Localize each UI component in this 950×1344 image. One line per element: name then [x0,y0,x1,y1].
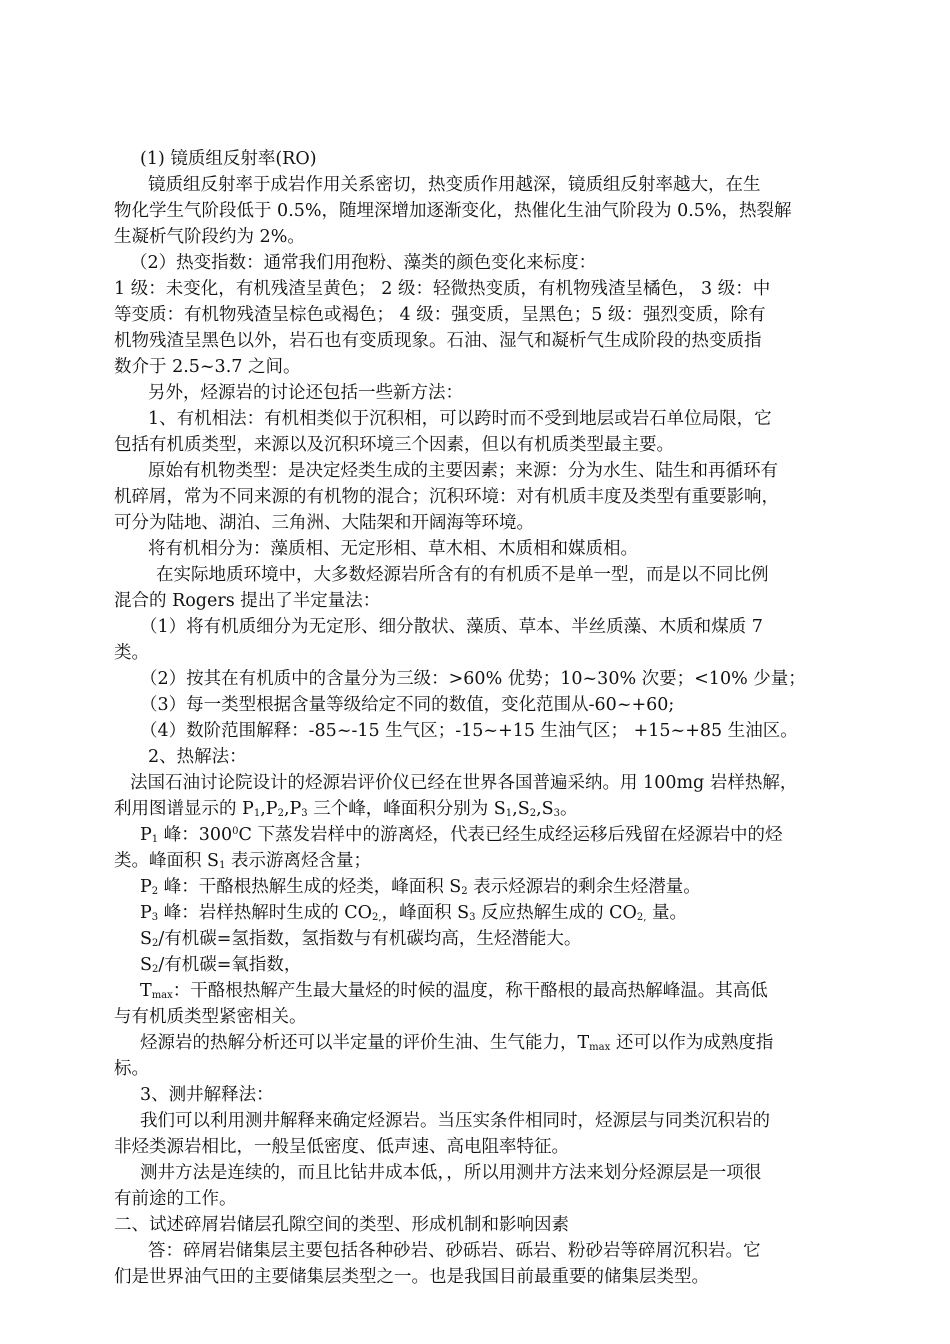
paragraph-line: 类。峰面积 $S_1$ 表示游离烃含量； [114,851,371,871]
paragraph-line: 物化学生气阶段低于 0.5%，随埋深增加逐渐变化，热催化生油气阶段为 0.5%，热裂解 [114,201,792,221]
paragraph-line: $T_{max}$：干酪根热解产生最大量烃的时候的温度，称干酪根的最高热解峰温。其高低 [140,981,768,1001]
paragraph-line: $S_2/$有机碳=氧指数， [140,955,302,975]
paragraph-line: 将有机相分为：藻质相、无定形相、草木相、木质相和媒质相。 [148,539,638,559]
paragraph-line: 测井方法是连续的，而且比钻井成本低，，所以用测井方法来划分烃源层是一项很 [140,1163,762,1183]
heading-pyrolysis: 2、热解法： [148,747,247,767]
paragraph-line: 包括有机质类型，来源以及沉积环境三个因素，但以有机质类型最主要。 [114,435,674,455]
paragraph-line: 机物残渣呈黑色以外，岩石也有变质现象。石油、湿气和凝析气生成阶段的热变质指 [114,331,762,351]
paragraph-line: 与有机质类型紧密相关。 [114,1007,307,1027]
list-item: （3）每一类型根据含量等级给定不同的数值，变化范围从-60~+60; [140,695,675,715]
paragraph-line: 我们可以利用测井解释来确定烃源岩。当压实条件相同时，烃源层与同类沉积岩的 [140,1111,770,1131]
heading-organic-facies: 1、有机相法：有机相类似于沉积相，可以跨时而不受到地层或岩石单位局限，它 [148,409,772,429]
paragraph-line: 等变质：有机物残渣呈棕色或褐色； 4 级：强变质，呈黑色；5 级：强烈变质，除有 [114,305,766,325]
paragraph-line: 生凝析气阶段约为 2%。 [114,227,305,247]
paragraph-line: 利用图谱显示的 $P_1,P_2,P_3$ 三个峰，峰面积分别为 $S_1,S_2,S_3$。 [114,799,578,819]
paragraph-line: 答：碎屑岩储集层主要包括各种砂岩、砂砾岩、砾岩、粉砂岩等碎屑沉积岩。它 [148,1241,761,1261]
paragraph-line: 烃源岩的热解分析还可以半定量的评价生油、生气能力，$T_{max}$ 还可以作为成熟度指 [140,1033,774,1053]
paragraph-line: 另外，烃源岩的讨论还包括一些新方法： [148,383,463,403]
paragraph-line: 法国石油讨论院设计的烃源岩评价仪已经在世界各国普遍采纳。用 100mg 岩样热解， [130,773,798,793]
heading-well-logging: 3、测井解释法： [140,1085,274,1105]
paragraph-line: 镜质组反射率于成岩作用关系密切，热变质作用越深，镜质组反射率越大，在生 [148,175,761,195]
paragraph-line: $P_1$ 峰：$300^0C$ 下蒸发岩样中的游离烃，代表已经生成经运移后残留在烃源岩中的烃 [140,825,783,845]
paragraph-line: 有前途的工作。 [114,1189,237,1209]
paragraph-line: 可分为陆地、湖泊、三角洲、大陆架和开阔海等环境。 [114,513,534,533]
paragraph-line: 数介于 2.5~3.7 之间。 [114,357,301,377]
paragraph-line: 标。 [114,1059,149,1079]
heading-thermal-alteration-index: （2）热变指数：通常我们用孢粉、藻类的颜色变化来标度： [130,253,597,273]
paragraph-line: 1 级：未变化，有机残渣呈黄色； 2 级：轻微热变质，有机物残渣呈橘色， 3 级：中 [114,279,771,299]
paragraph-line: 在实际地质环境中，大多数烃源岩所含有的有机质不是单一型，而是以不同比例 [156,565,769,585]
paragraph-line: 类。 [114,643,149,663]
paragraph-line: 非烃类源岩相比，一般呈低密度、低声速、高电阻率特征。 [114,1137,569,1157]
paragraph-line: $P_2$ 峰：干酪根热解生成的烃类，峰面积 $S_2$ 表示烃源岩的剩余生烃潜量。 [140,877,701,897]
paragraph-line: $P_3$ 峰：岩样热解时生成的 $CO_{2,}$，峰面积 $S_3$ 反应热解生成的 $CO_{2,}$ 量。 [140,903,688,923]
list-item: （2）按其在有机质中的含量分为三级：>60% 优势；10~30% 次要；<10% 少量； [140,669,806,689]
paragraph-line: $S_2/$有机碳=氢指数，氢指数与有机碳均高，生烃潜能大。 [140,929,582,949]
list-item: （1）将有机质细分为无定形、细分散状、藻质、草本、半丝质藻、木质和煤质 7 [140,617,763,637]
paragraph-line: 们是世界油气田的主要储集层类型之一。也是我国目前最重要的储集层类型。 [114,1267,709,1287]
paragraph-line: 原始有机物类型：是决定烃类生成的主要因素；来源：分为水生、陆生和再循环有 [148,461,778,481]
list-item: （4）数阶范围解释：-85~-15 生气区；-15~+15 生油气区； +15~+85 生油区。 [140,721,798,741]
heading-vitrinite-reflectance: (1) 镜质组反射率(RO) [140,149,317,169]
section-heading-clastic-reservoir: 二、试述碎屑岩储层孔隙空间的类型、形成机制和影响因素 [114,1215,569,1235]
paragraph-line: 混合的 Rogers 提出了半定量法： [114,591,381,611]
paragraph-line: 机碎屑，常为不同来源的有机物的混合；沉积环境：对有机质丰度及类型有重要影响， [114,487,779,507]
